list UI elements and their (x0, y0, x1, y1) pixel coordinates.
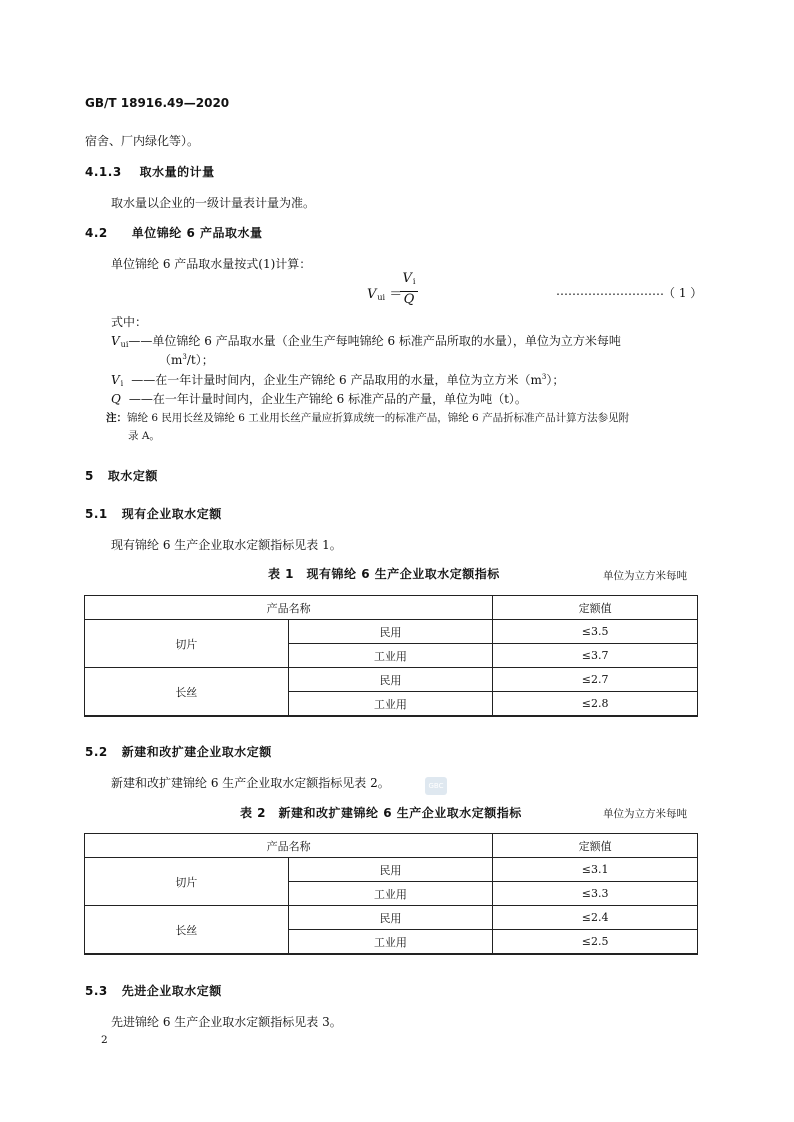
table1-caption: 表 1 现有锦纶 6 生产企业取水定额指标 (268, 567, 500, 581)
formula-numerator-subscript: i (412, 277, 416, 286)
equation-number: （ 1 ） (663, 286, 703, 300)
table-row (85, 906, 698, 930)
section-number: 5.1 (85, 507, 108, 521)
definition-q (111, 390, 527, 407)
table-row (85, 858, 698, 882)
group-name: 切片 (85, 620, 289, 668)
section-5-heading (85, 467, 158, 484)
def-text: ）； (546, 373, 565, 387)
section-5-3-paragraph: 先进锦纶 6 生产企业取水定额指标见表 3。 (111, 1015, 342, 1029)
section-title: 单位锦纶 6 产品取水量 (131, 226, 263, 240)
note-text: 锦纶 6 民用长丝及锦纶 6 工业用长丝产量应折算成统一的标准产品，锦纶 6 产品折标准产品计算方法参见附 (127, 412, 630, 424)
note-label: 注： (106, 412, 127, 424)
def-symbol: Q (111, 392, 121, 406)
section-title: 现有企业取水定额 (121, 507, 222, 521)
def-subscript: i (120, 379, 124, 388)
header-quota-value: 定额值 (493, 834, 698, 858)
section-5-2-heading (85, 743, 272, 760)
continuation-text: 宿舍、厂内绿化等）。 (85, 134, 200, 148)
header-product-name: 产品名称 (85, 596, 493, 620)
definition-vi (111, 371, 564, 388)
section-number: 5.2 (85, 745, 108, 759)
quota-value: ≤2.5 (493, 930, 698, 955)
product-type: 工业用 (288, 644, 493, 668)
definition-vui (111, 332, 621, 349)
header-product-name: 产品名称 (85, 834, 493, 858)
quota-value: ≤2.4 (493, 906, 698, 930)
section-title: 取水定额 (107, 469, 158, 483)
product-type: 民用 (288, 906, 493, 930)
quota-value: ≤2.8 (493, 692, 698, 717)
quota-value: ≤3.5 (493, 620, 698, 644)
standard-number: GB/T 18916.49—2020 (85, 96, 230, 110)
section-number: 4.2 (85, 226, 108, 240)
table-header-row (85, 834, 698, 858)
def-dash: —— (131, 373, 156, 387)
section-5-1-heading (85, 505, 222, 522)
def-text: 单位锦纶 6 产品取水量（企业生产每吨锦纶 6 标准产品所取的水量），单位为立方米每吨 (152, 334, 621, 348)
note-continued: 录 A。 (128, 430, 160, 442)
section-number: 5 (85, 469, 94, 483)
section-4-2-paragraph: 单位锦纶 6 产品取水量按式(1)计算： (111, 257, 312, 271)
table2-unit: 单位为立方米每吨 (603, 808, 687, 820)
formula-numerator: V (402, 271, 412, 286)
def-text: 在一年计量时间内，企业生产锦纶 6 产品取用的水量，单位为立方米（m (155, 373, 542, 387)
def-symbol: V (111, 334, 120, 348)
table-row (85, 668, 698, 692)
quota-value: ≤3.1 (493, 858, 698, 882)
def-subscript: ui (120, 340, 129, 349)
section-5-2-paragraph: 新建和改扩建锦纶 6 生产企业取水定额指标见表 2。 (111, 776, 390, 790)
note (106, 410, 629, 425)
section-title: 先进企业取水定额 (121, 984, 222, 998)
def-text: 在一年计量时间内，企业生产锦纶 6 标准产品的产量，单位为吨（t）。 (152, 392, 527, 406)
formula-lhs-symbol: V (367, 287, 377, 302)
def-dash: —— (128, 392, 153, 406)
def-symbol: V (111, 373, 120, 387)
def-superscript: 3 (182, 353, 187, 361)
definition-vui-continued (159, 351, 214, 368)
formula (367, 283, 402, 302)
table1-unit: 单位为立方米每吨 (603, 570, 687, 582)
section-number: 5.3 (85, 984, 108, 998)
section-4-2-heading (85, 224, 262, 241)
formula-dots: ……………………… (556, 284, 664, 298)
product-type: 民用 (288, 858, 493, 882)
page-number: 2 (101, 1034, 108, 1046)
quota-value: ≤3.3 (493, 882, 698, 906)
def-text: /t）； (186, 353, 214, 367)
formula-fraction (400, 271, 418, 307)
header-quota-value: 定额值 (493, 596, 698, 620)
section-number: 4.1.3 (85, 165, 122, 179)
group-name: 长丝 (85, 668, 289, 717)
product-type: 工业用 (288, 882, 493, 906)
section-4-1-3-heading (85, 163, 215, 180)
def-superscript: 3 (541, 373, 547, 381)
group-name: 切片 (85, 858, 289, 906)
watermark-logo: GBC (425, 777, 447, 795)
quota-value: ≤2.7 (493, 668, 698, 692)
product-type: 工业用 (288, 930, 493, 955)
where-label: 式中： (111, 315, 148, 329)
table-header-row (85, 596, 698, 620)
quota-value: ≤3.7 (493, 644, 698, 668)
table2 (84, 833, 698, 955)
table1 (84, 595, 698, 717)
table-row (85, 620, 698, 644)
formula-equals: ＝ (389, 287, 403, 302)
formula-denominator: Q (400, 291, 418, 307)
section-5-3-heading (85, 982, 222, 999)
formula-lhs-subscript: ui (377, 293, 386, 302)
section-4-1-3-paragraph: 取水量以企业的一级计量表计量为准。 (111, 196, 316, 210)
section-title: 取水量的计量 (139, 165, 215, 179)
section-title: 新建和改扩建企业取水定额 (121, 745, 272, 759)
section-5-1-paragraph: 现有锦纶 6 生产企业取水定额指标见表 1。 (111, 538, 342, 552)
group-name: 长丝 (85, 906, 289, 955)
product-type: 民用 (288, 620, 493, 644)
product-type: 工业用 (288, 692, 493, 717)
table2-caption: 表 2 新建和改扩建锦纶 6 生产企业取水定额指标 (240, 806, 522, 820)
product-type: 民用 (288, 668, 493, 692)
def-text: （m (159, 353, 183, 367)
def-dash: —— (128, 334, 153, 348)
